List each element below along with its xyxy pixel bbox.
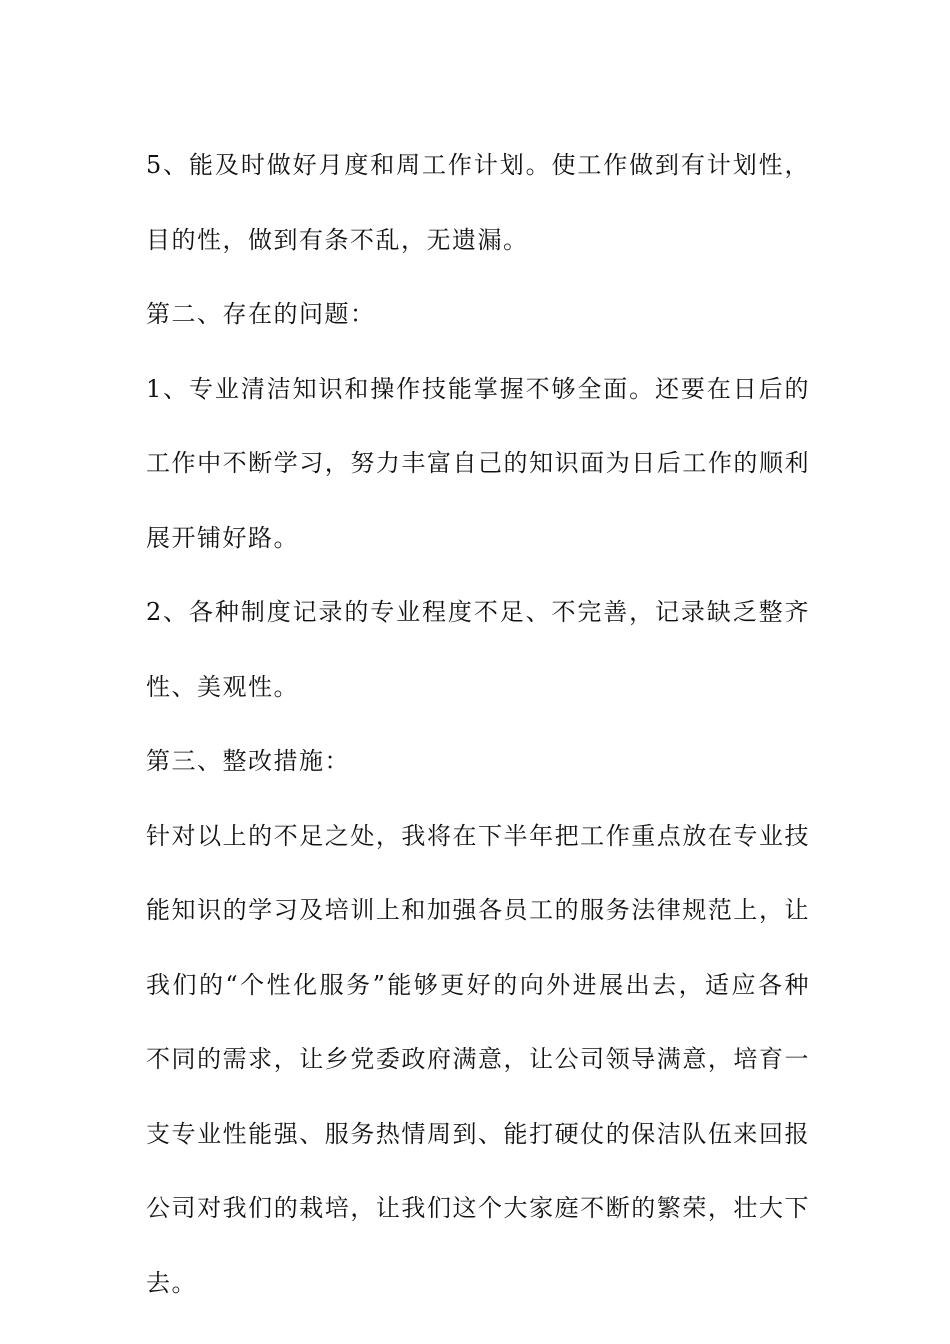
document-body: [146, 128, 810, 1320]
paragraph-measures: 针对以上的不足之处，我将在下半年把工作重点放在专业技能知识的学习及培训上和加强各员工的服务法律规范上，让我们的“个性化服务”能够更好的向外进展出去，适应各种不同的需求，让乡党委政府满意，让公司领导满意，培育一支专业性能强、服务热情周到、能打硬仗的保洁队伍来回报公司对我们的栽培，让我们这个大家庭不断的繁荣，壮大下去。: [146, 821, 810, 1297]
paragraph-problem-1: 1、专业清洁知识和操作技能掌握不够全面。还要在日后的工作中不断学习，努力丰富自己的知识面为日后工作的顺利展开铺好路。: [146, 374, 810, 552]
paragraph-plan-item-5: 5、能及时做好月度和周工作计划。使工作做到有计划性，目的性，做到有条不乱，无遗漏。: [146, 151, 810, 254]
section-heading-problems: 第二、存在的问题：: [146, 300, 376, 328]
paragraph-problem-2: 2、各种制度记录的专业程度不足、不完善，记录缺乏整齐性、美观性。: [146, 598, 810, 701]
section-heading-measures: 第三、整改措施：: [146, 747, 350, 775]
